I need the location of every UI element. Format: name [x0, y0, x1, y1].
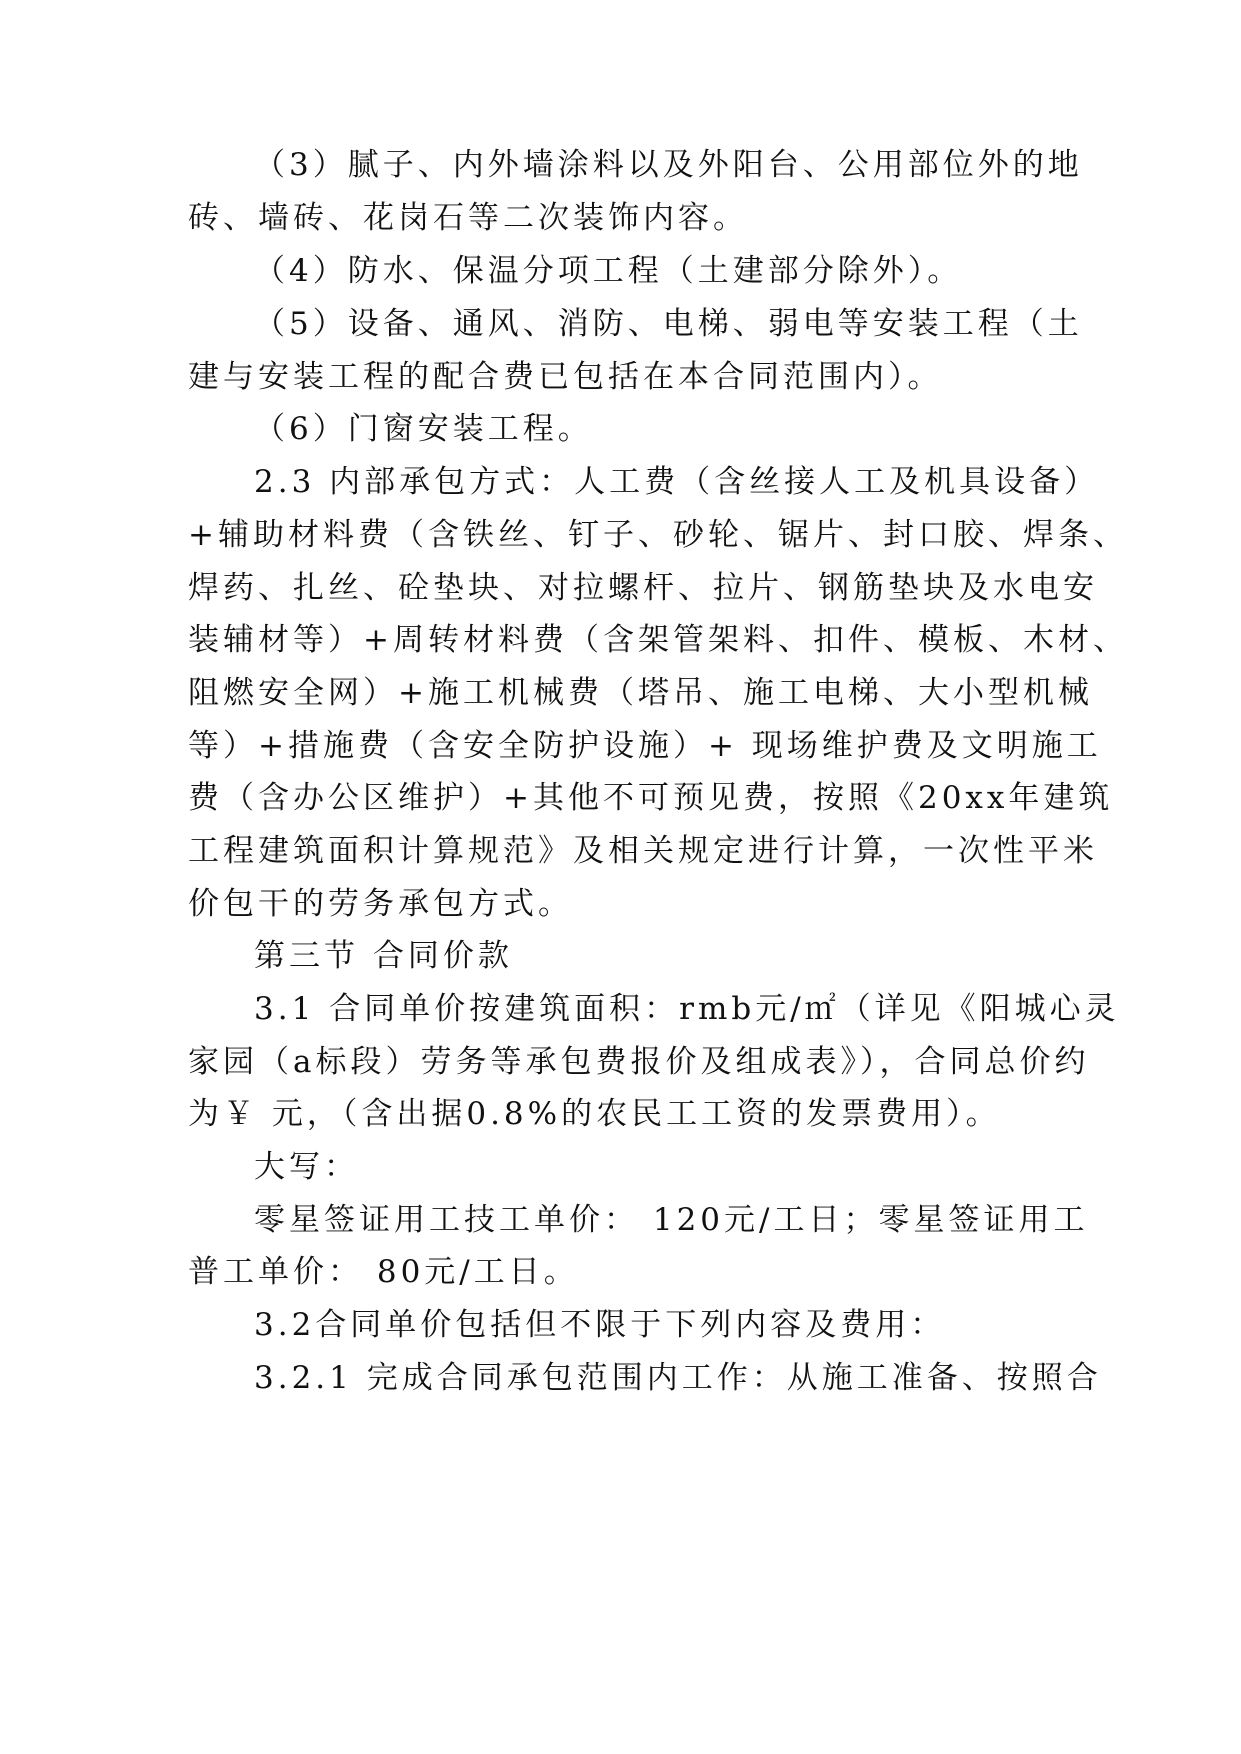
text-line: 为￥ 元，（含出据0.8%的农民工工资的发票费用）。: [188, 1096, 1001, 1132]
section-heading: 第三节 合同价款: [254, 938, 513, 974]
text-line: 等）+措施费（含安全防护设施）+ 现场维护费及文明施工: [188, 728, 1102, 764]
text-line: 价包干的劳务承包方式。: [188, 886, 573, 922]
text-line: 阻燃安全网）+施工机械费（塔吊、施工电梯、大小型机械: [188, 675, 1093, 711]
text-line: 装辅材等）+周转材料费（含架管架料、扣件、模板、木材、: [188, 622, 1128, 658]
text-line: 3.2合同单价包括但不限于下列内容及费用：: [254, 1307, 946, 1343]
text-line: （3）腻子、内外墙涂料以及外阳台、公用部位外的地: [254, 147, 1083, 183]
text-line: 普工单价： 80元/工日。: [188, 1254, 579, 1290]
text-line: （5）设备、通风、消防、电梯、弱电等安装工程（土: [254, 306, 1083, 342]
text-line: 大写：: [254, 1149, 359, 1185]
text-line: 零星签证用工技工单价： 120元/工日；零星签证用工: [254, 1202, 1089, 1238]
text-line: 费（含办公区维护）+其他不可预见费，按照《20xx年建筑: [188, 780, 1114, 816]
text-line: +辅助材料费（含铁丝、钉子、砂轮、锯片、封口胶、焊条、: [188, 517, 1128, 553]
text-line: 建与安装工程的配合费已包括在本合同范围内）。: [188, 359, 943, 395]
text-line: （4）防水、保温分项工程（土建部分除外）。: [254, 253, 963, 289]
text-line: 焊药、扎丝、砼垫块、对拉螺杆、拉片、钢筋垫块及水电安: [188, 570, 1098, 606]
text-line: 2.3 内部承包方式：人工费（含丝接人工及机具设备）: [254, 464, 1100, 500]
text-line: （6）门窗安装工程。: [254, 411, 593, 447]
text-line: 3.1 合同单价按建筑面积：rmb元/㎡（详见《阳城心灵: [254, 991, 1120, 1027]
text-line: 家园（a标段）劳务等承包费报价及组成表》），合同总价约: [188, 1044, 1090, 1080]
text-line: 砖、墙砖、花岗石等二次装饰内容。: [188, 200, 748, 236]
text-line: 工程建筑面积计算规范》及相关规定进行计算，一次性平米: [188, 833, 1098, 869]
text-line: 3.2.1 完成合同承包范围内工作：从施工准备、按照合: [254, 1360, 1102, 1396]
